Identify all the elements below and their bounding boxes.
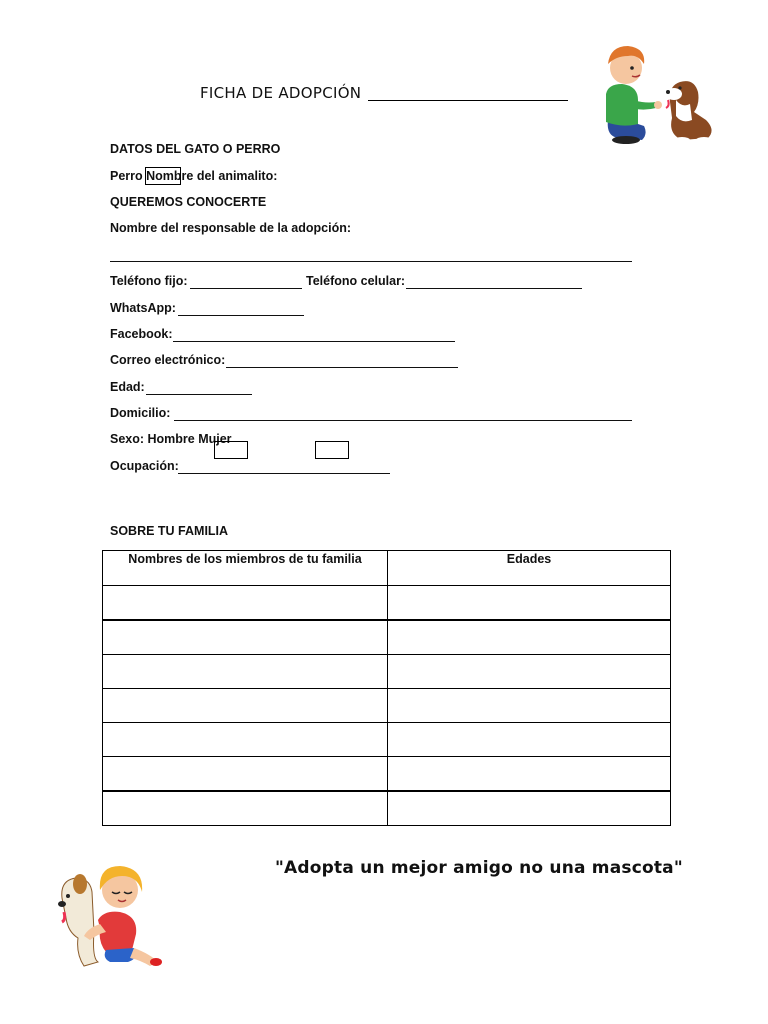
- table-row: [103, 620, 671, 655]
- facebook-label: Facebook:: [110, 327, 173, 341]
- member-name-cell[interactable]: [103, 689, 388, 723]
- girl-hugging-dog-icon: [54, 862, 166, 970]
- table-row: [103, 586, 671, 621]
- occupation-field-line[interactable]: [178, 473, 390, 474]
- whatsapp-label: WhatsApp:: [110, 301, 176, 315]
- member-age-cell[interactable]: [388, 620, 671, 655]
- form-title: FICHA DE ADOPCIÓN: [200, 84, 362, 102]
- member-name-cell[interactable]: [103, 723, 388, 757]
- table-row: [103, 655, 671, 689]
- member-age-cell[interactable]: [388, 757, 671, 792]
- member-age-cell[interactable]: [388, 791, 671, 826]
- responsible-field-line[interactable]: [110, 261, 632, 262]
- table-row: [103, 689, 671, 723]
- occupation-label: Ocupación:: [110, 459, 179, 473]
- member-age-cell[interactable]: [388, 689, 671, 723]
- pet-name-label: Perro Nombre del animalito:: [110, 169, 278, 183]
- age-field-line[interactable]: [146, 394, 252, 395]
- header-ages: Edades: [388, 551, 671, 586]
- sex-label: Sexo: Hombre Mujer: [110, 432, 232, 446]
- member-age-cell[interactable]: [388, 586, 671, 621]
- phone-label: Teléfono fijo:: [110, 274, 188, 288]
- email-field-line[interactable]: [226, 367, 458, 368]
- family-table: [102, 550, 671, 826]
- cell-field-line[interactable]: [406, 288, 582, 289]
- address-field-line[interactable]: [174, 420, 632, 421]
- member-name-cell[interactable]: [103, 655, 388, 689]
- title-underline: [368, 100, 568, 101]
- sex-male-checkbox[interactable]: [214, 441, 248, 459]
- phone-field-line[interactable]: [190, 288, 302, 289]
- sex-female-checkbox[interactable]: [315, 441, 349, 459]
- pet-type-box[interactable]: [145, 167, 181, 185]
- member-age-cell[interactable]: [388, 723, 671, 757]
- responsible-label: Nombre del responsable de la adopción:: [110, 221, 352, 235]
- age-label: Edad:: [110, 380, 145, 394]
- section-know-heading: QUEREMOS CONOCERTE: [110, 195, 267, 209]
- adoption-quote: "Adopta un mejor amigo no una mascota": [275, 858, 683, 878]
- member-age-cell[interactable]: [388, 655, 671, 689]
- header-members: Nombres de los miembros de tu familia: [103, 551, 388, 586]
- email-label: Correo electrónico:: [110, 353, 226, 367]
- address-label: Domicilio:: [110, 406, 171, 420]
- cell-label: Teléfono celular:: [306, 274, 406, 288]
- member-name-cell[interactable]: [103, 620, 388, 655]
- section-pet-heading: DATOS DEL GATO O PERRO: [110, 142, 281, 156]
- table-row: [103, 757, 671, 792]
- table-row: [103, 723, 671, 757]
- facebook-field-line[interactable]: [173, 341, 455, 342]
- table-row: [103, 791, 671, 826]
- member-name-cell[interactable]: [103, 791, 388, 826]
- whatsapp-field-line[interactable]: [178, 315, 304, 316]
- family-table-header: [103, 551, 671, 586]
- member-name-cell[interactable]: [103, 586, 388, 621]
- boy-with-puppy-icon: [598, 42, 720, 148]
- section-family-heading: SOBRE TU FAMILIA: [110, 524, 229, 538]
- member-name-cell[interactable]: [103, 757, 388, 792]
